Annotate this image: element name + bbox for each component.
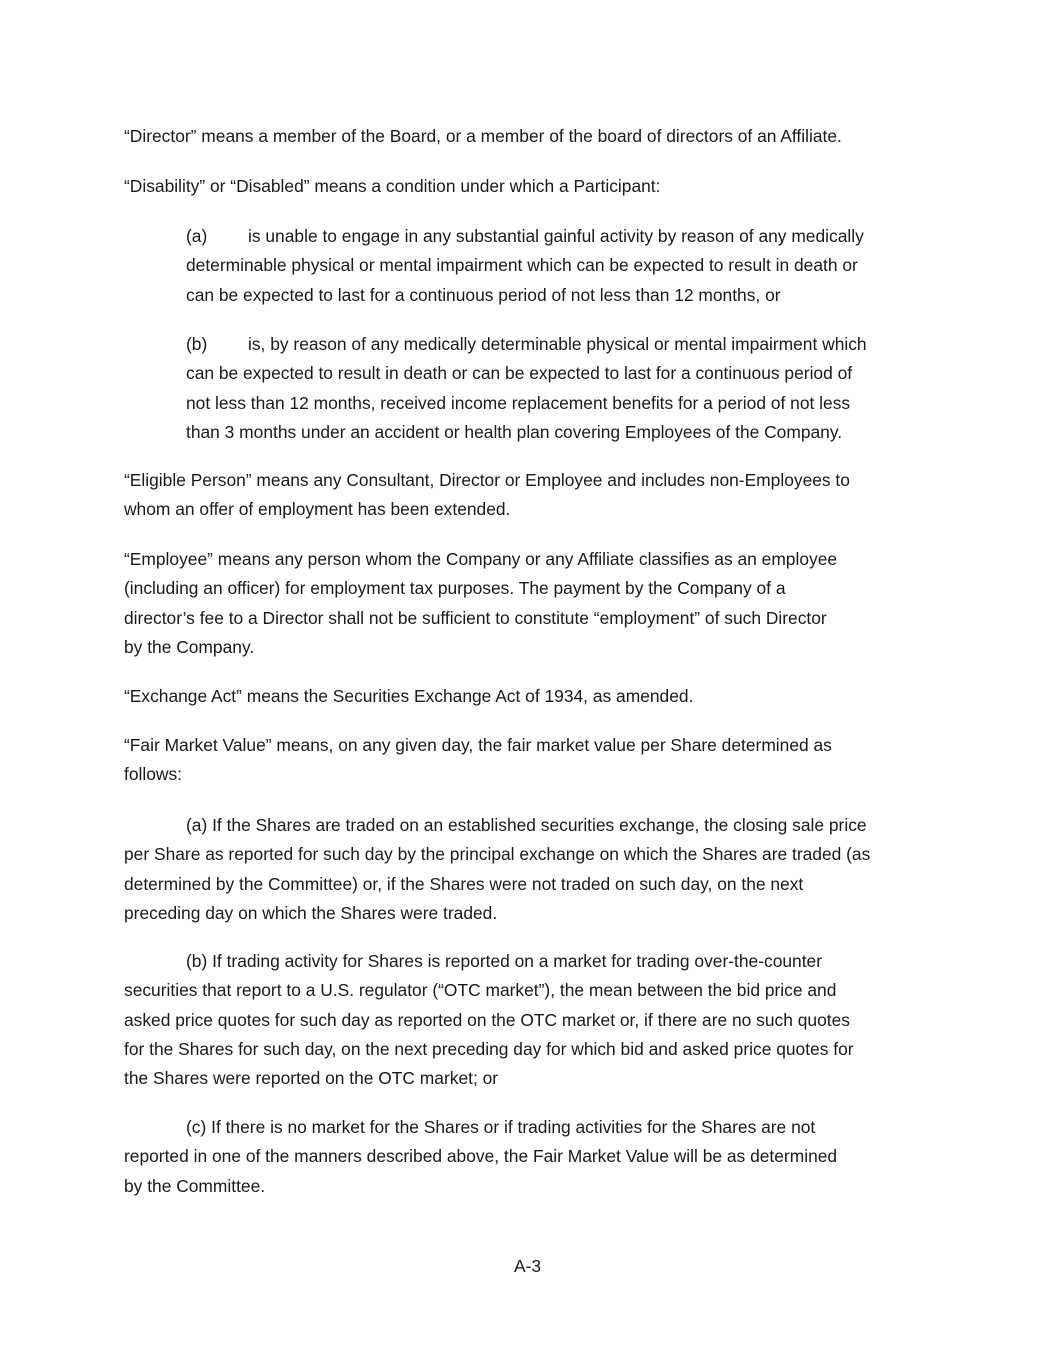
text-line: can be expected to result in death or can be expected to last for a continuous period of [186, 363, 853, 384]
text-line [186, 222, 864, 251]
text-line: per Share as reported for such day by the principal exchange on which the Shares are traded (as [124, 844, 871, 865]
definition-eligible-person [124, 466, 850, 525]
fmv-clause-c [124, 1113, 837, 1201]
text-line: “Disability” or “Disabled” means a condition under which a Participant: [124, 176, 661, 196]
text-line: whom an offer of employment has been extended. [124, 499, 511, 520]
clause-label: (a) [186, 226, 208, 246]
clause-text: is unable to engage in any substantial gainful activity by reason of any medically [248, 226, 864, 246]
text-line: “Eligible Person” means any Consultant, Director or Employee and includes non-Employees to [124, 470, 850, 490]
text-line: than 3 months under an accident or health plan covering Employees of the Company. [186, 421, 843, 442]
definition-fair-market-value [124, 731, 832, 790]
text-line: asked price quotes for such day as reported on the OTC market or, if there are no such quotes [124, 1009, 850, 1030]
disability-clause-a [186, 222, 864, 310]
definition-exchange-act [124, 682, 693, 711]
page-number: A-3 [513, 1256, 542, 1276]
text-line: “Director” means a member of the Board, or a member of the board of directors of an Affiliate. [124, 126, 842, 146]
clause-text: is, by reason of any medically determinable physical or mental impairment which [248, 334, 867, 354]
text-line [124, 947, 854, 976]
text-line: (including an officer) for employment tax purposes. The payment by the Company of a [124, 578, 786, 599]
text-line: follows: [124, 764, 182, 785]
clause-text: (a) If the Shares are traded on an established securities exchange, the closing sale price [186, 815, 867, 835]
text-line: “Exchange Act” means the Securities Exchange Act of 1934, as amended. [124, 686, 694, 706]
text-line: director’s fee to a Director shall not be sufficient to constitute “employment” of such Director [124, 607, 827, 628]
fmv-clause-a [124, 811, 870, 928]
clause-text: (c) If there is no market for the Shares or if trading activities for the Shares are not [186, 1117, 816, 1137]
text-line: determinable physical or mental impairment which can be expected to result in death or [186, 255, 858, 276]
clause-text: (b) If trading activity for Shares is reported on a market for trading over-the-counter [186, 951, 823, 971]
text-line: not less than 12 months, received income replacement benefits for a period of not less [186, 392, 851, 413]
text-line: by the Company. [124, 636, 255, 657]
text-line [124, 811, 870, 840]
text-line: “Employee” means any person whom the Company or any Affiliate classifies as an employee [124, 549, 838, 569]
text-line: can be expected to last for a continuous period of not less than 12 months, or [186, 284, 781, 305]
text-line: determined by the Committee) or, if the Shares were not traded on such day, on the next [124, 873, 804, 894]
disability-clause-b [186, 330, 867, 447]
text-line: securities that report to a U.S. regulator (“OTC market”), the mean between the bid price and [124, 980, 837, 1001]
text-line [186, 330, 867, 359]
text-line: for the Shares for such day, on the next preceding day for which bid and asked price quotes for [124, 1038, 854, 1059]
definition-director [124, 122, 842, 151]
text-line [124, 1113, 837, 1142]
text-line: by the Committee. [124, 1175, 266, 1196]
definition-disability [124, 172, 660, 201]
clause-label: (b) [186, 334, 208, 354]
text-line: reported in one of the manners described above, the Fair Market Value will be as determined [124, 1146, 838, 1167]
text-line: the Shares were reported on the OTC market; or [124, 1068, 499, 1089]
text-line: “Fair Market Value” means, on any given day, the fair market value per Share determined as [124, 735, 832, 755]
fmv-clause-b [124, 947, 854, 1093]
definition-employee [124, 545, 837, 662]
text-line: preceding day on which the Shares were traded. [124, 902, 498, 923]
